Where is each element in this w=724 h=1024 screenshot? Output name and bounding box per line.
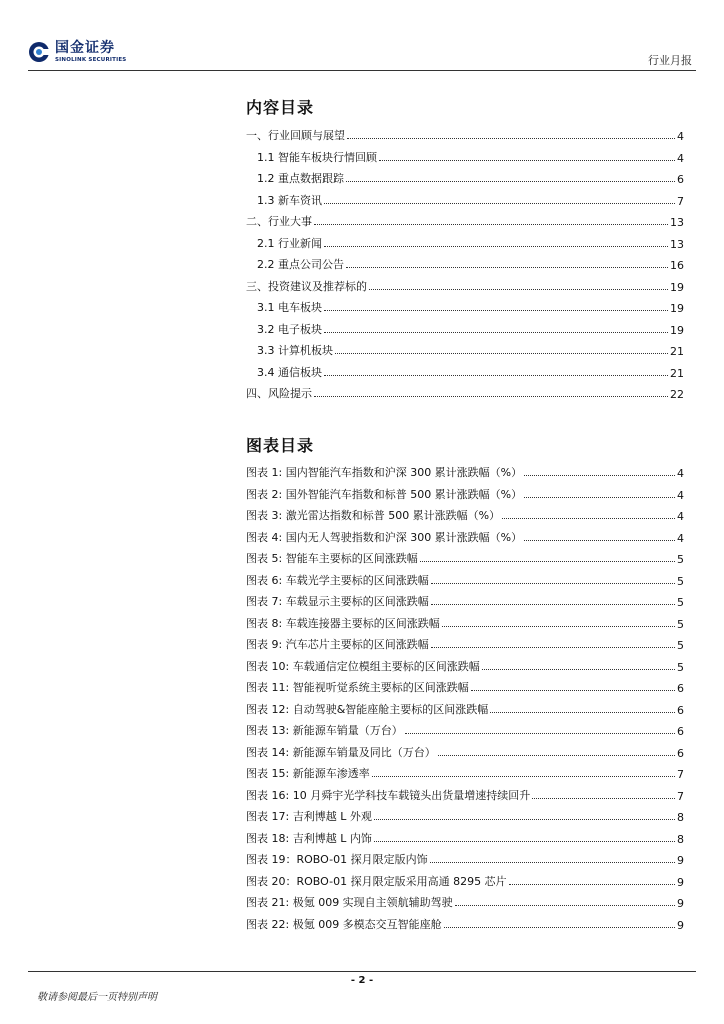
- figure-entry-label: 图表 20：ROBO-01 探月限定版采用高通 8295 芯片: [246, 874, 507, 888]
- toc-entry-label: 四、风险提示: [246, 387, 312, 400]
- header-divider: [28, 70, 696, 71]
- toc-entry-page: 21: [670, 366, 684, 380]
- toc-entry-label: 1.1 智能车板块行情回顾: [257, 150, 377, 164]
- figure-entry-page: 5: [677, 574, 684, 588]
- figure-entry[interactable]: [246, 740, 684, 760]
- toc-entry[interactable]: [257, 317, 684, 337]
- dot-leader: [490, 712, 675, 713]
- toc-entry-page: 4: [677, 151, 684, 165]
- figure-entry-label: 图表 7: 车载显示主要标的区间涨跌幅: [246, 595, 429, 608]
- toc-entry-page: 19: [670, 302, 684, 315]
- figure-entry-page: 4: [677, 510, 684, 523]
- toc-title: 内容目录: [246, 98, 315, 117]
- figure-entry-label: 图表 21: 极氪 009 实现自主领航辅助驾驶: [246, 896, 453, 909]
- toc-entry-page: 4: [677, 130, 684, 143]
- toc-entry-page: 21: [670, 345, 684, 358]
- dot-leader: [374, 841, 675, 842]
- dot-leader: [455, 905, 675, 906]
- figure-entry[interactable]: [246, 589, 684, 609]
- dot-leader: [420, 561, 675, 562]
- disclaimer-notice: 敬请参阅最后一页特别声明: [37, 992, 157, 1003]
- figure-entry-label: 图表 4: 国内无人驾驶指数和沪深 300 累计涨跌幅（%）: [246, 530, 523, 544]
- figure-entry-page: 9: [677, 918, 684, 932]
- figure-entry[interactable]: [246, 611, 684, 631]
- dot-leader: [374, 819, 675, 820]
- figures-title: 图表目录: [246, 436, 315, 455]
- figure-entry[interactable]: [246, 912, 684, 932]
- dot-leader: [314, 224, 668, 225]
- figure-entry[interactable]: [246, 503, 684, 523]
- figure-entry[interactable]: [246, 826, 684, 846]
- dot-leader: [372, 776, 675, 777]
- dot-leader: [346, 181, 675, 182]
- sinolink-logo-icon: [28, 41, 50, 63]
- toc-entry[interactable]: [246, 123, 684, 143]
- dot-leader: [431, 583, 675, 584]
- figure-entry[interactable]: [246, 869, 684, 889]
- figure-entry-page: 6: [677, 682, 684, 695]
- dot-leader: [482, 669, 675, 670]
- figure-entry[interactable]: [246, 847, 684, 867]
- figure-entry-page: 9: [677, 897, 684, 910]
- figure-entry-label: 图表 18: 吉利博越 L 内饰: [246, 831, 372, 845]
- dot-leader: [442, 626, 675, 627]
- dot-leader: [347, 138, 675, 139]
- figure-entry-label: 图表 14: 新能源车销量及同比（万台）: [246, 745, 436, 759]
- dot-leader: [524, 497, 675, 498]
- figure-entry-page: 7: [677, 789, 684, 803]
- dot-leader: [324, 246, 668, 247]
- figure-entry-label: 图表 9: 汽车芯片主要标的区间涨跌幅: [246, 638, 429, 651]
- figure-entry-page: 5: [677, 553, 684, 566]
- toc-entry-label: 3.2 电子板块: [257, 322, 322, 336]
- toc-entry[interactable]: [257, 231, 684, 251]
- figure-entry-label: 图表 1: 国内智能汽车指数和沪深 300 累计涨跌幅（%）: [246, 466, 523, 479]
- dot-leader: [471, 690, 675, 691]
- figure-entry-page: 7: [677, 768, 684, 781]
- figure-entry-page: 5: [677, 639, 684, 652]
- toc-entry-label: 一、行业回顾与展望: [246, 129, 345, 142]
- figure-entry-page: 6: [677, 703, 684, 717]
- toc-entry-page: 6: [677, 173, 684, 186]
- figure-entry[interactable]: [246, 697, 684, 717]
- figure-entry[interactable]: [246, 460, 684, 480]
- dot-leader: [335, 353, 668, 354]
- figure-entry-label: 图表 5: 智能车主要标的区间涨跌幅: [246, 552, 418, 565]
- toc-entry-page: 7: [677, 194, 684, 208]
- figure-entry-page: 9: [677, 854, 684, 867]
- dot-leader: [324, 310, 668, 311]
- dot-leader: [431, 604, 675, 605]
- dot-leader: [324, 332, 668, 333]
- dot-leader: [430, 862, 675, 863]
- figure-entry-page: 6: [677, 746, 684, 760]
- figure-entry[interactable]: [246, 632, 684, 652]
- figure-entry[interactable]: [246, 718, 684, 738]
- toc-entry-label: 二、行业大事: [246, 215, 312, 228]
- toc-entry[interactable]: [257, 295, 684, 315]
- toc-entry-page: 19: [670, 280, 684, 294]
- dot-leader: [346, 267, 668, 268]
- figure-entry-label: 图表 19：ROBO-01 探月限定版内饰: [246, 853, 428, 866]
- toc-entry[interactable]: [246, 274, 684, 294]
- toc-entry-page: 22: [670, 388, 684, 401]
- report-type-label: 行业月报: [648, 54, 692, 67]
- dot-leader: [532, 798, 675, 799]
- toc-entry-label: 3.1 电车板块: [257, 301, 322, 314]
- figure-entry[interactable]: [246, 890, 684, 910]
- figure-entry[interactable]: [246, 804, 684, 824]
- toc-entry[interactable]: [246, 381, 684, 401]
- toc-entry-label: 3.3 计算机板块: [257, 344, 333, 357]
- figure-entry-page: 9: [677, 875, 684, 889]
- figure-entry-label: 图表 22: 极氪 009 多模态交互智能座舱: [246, 917, 442, 931]
- toc-entry-label: 1.2 重点数据跟踪: [257, 172, 344, 185]
- figure-entry-page: 5: [677, 660, 684, 674]
- figure-entry[interactable]: [246, 761, 684, 781]
- toc-entry-page: 16: [670, 259, 684, 272]
- dot-leader: [509, 884, 675, 885]
- logo-english-name: SINOLINK SECURITIES: [55, 57, 127, 63]
- toc-entry[interactable]: [257, 188, 684, 208]
- figure-entry-page: 5: [677, 596, 684, 609]
- figure-entry-label: 图表 2: 国外智能汽车指数和标普 500 累计涨跌幅（%）: [246, 487, 523, 501]
- figure-entry[interactable]: [246, 675, 684, 695]
- toc-entry[interactable]: [257, 338, 684, 358]
- figure-entry-label: 图表 15: 新能源车渗透率: [246, 767, 370, 780]
- dot-leader: [369, 289, 668, 290]
- dot-leader: [324, 203, 675, 204]
- page-number: - 2 -: [350, 975, 374, 986]
- figure-entry-page: 4: [677, 531, 684, 545]
- figure-entry-page: 4: [677, 488, 684, 502]
- dot-leader: [379, 160, 675, 161]
- figure-entry-label: 图表 11: 智能视听觉系统主要标的区间涨跌幅: [246, 681, 469, 694]
- dot-leader: [502, 518, 675, 519]
- dot-leader: [431, 647, 675, 648]
- figure-entry[interactable]: [246, 568, 684, 588]
- figure-entry-page: 8: [677, 832, 684, 846]
- toc-entry-page: 13: [670, 216, 684, 229]
- dot-leader: [524, 540, 675, 541]
- figure-entry-label: 图表 12: 自动驾驶&智能座舱主要标的区间涨跌幅: [246, 702, 489, 716]
- figure-entry-page: 5: [677, 617, 684, 631]
- figure-entry-page: 6: [677, 725, 684, 738]
- figure-entry[interactable]: [246, 482, 684, 502]
- dot-leader: [444, 927, 675, 928]
- toc-entry[interactable]: [257, 252, 684, 272]
- toc-entry-page: 19: [670, 323, 684, 337]
- figure-entry-page: 8: [677, 811, 684, 824]
- figure-entry[interactable]: [246, 546, 684, 566]
- figure-entry[interactable]: [246, 783, 684, 803]
- dot-leader: [324, 375, 668, 376]
- toc-entry[interactable]: [257, 360, 684, 380]
- figure-entry[interactable]: [246, 654, 684, 674]
- dot-leader: [524, 475, 675, 476]
- toc-entry-label: 三、投资建议及推荐标的: [246, 279, 367, 293]
- toc-entry-label: 3.4 通信板块: [257, 365, 322, 379]
- dot-leader: [438, 755, 675, 756]
- toc-entry-label: 2.2 重点公司公告: [257, 258, 344, 271]
- dot-leader: [405, 733, 675, 734]
- figure-entry-label: 图表 17: 吉利博越 L 外观: [246, 810, 372, 823]
- figure-entry[interactable]: [246, 525, 684, 545]
- toc-entry[interactable]: [257, 166, 684, 186]
- toc-entry[interactable]: [246, 209, 684, 229]
- footer-divider: [28, 971, 696, 972]
- figure-entry-label: 图表 13: 新能源车销量（万台）: [246, 724, 403, 737]
- figure-entry-label: 图表 8: 车载连接器主要标的区间涨跌幅: [246, 616, 440, 630]
- toc-entry-label: 1.3 新车资讯: [257, 193, 322, 207]
- figure-entry-label: 图表 16: 10 月舜宇光学科技车载镜头出货量增速持续回升: [246, 788, 531, 802]
- figure-entry-label: 图表 6: 车载光学主要标的区间涨跌幅: [246, 573, 429, 587]
- toc-entry-label: 2.1 行业新闻: [257, 236, 322, 250]
- toc-entry-page: 13: [670, 237, 684, 251]
- company-logo: [28, 41, 126, 64]
- figure-entry-page: 4: [677, 467, 684, 480]
- figure-entry-label: 图表 3: 激光雷达指数和标普 500 累计涨跌幅（%）: [246, 509, 501, 522]
- logo-chinese-name: 国金证券: [55, 40, 115, 56]
- toc-entry[interactable]: [257, 145, 684, 165]
- dot-leader: [314, 396, 668, 397]
- figure-entry-label: 图表 10: 车载通信定位模组主要标的区间涨跌幅: [246, 659, 480, 673]
